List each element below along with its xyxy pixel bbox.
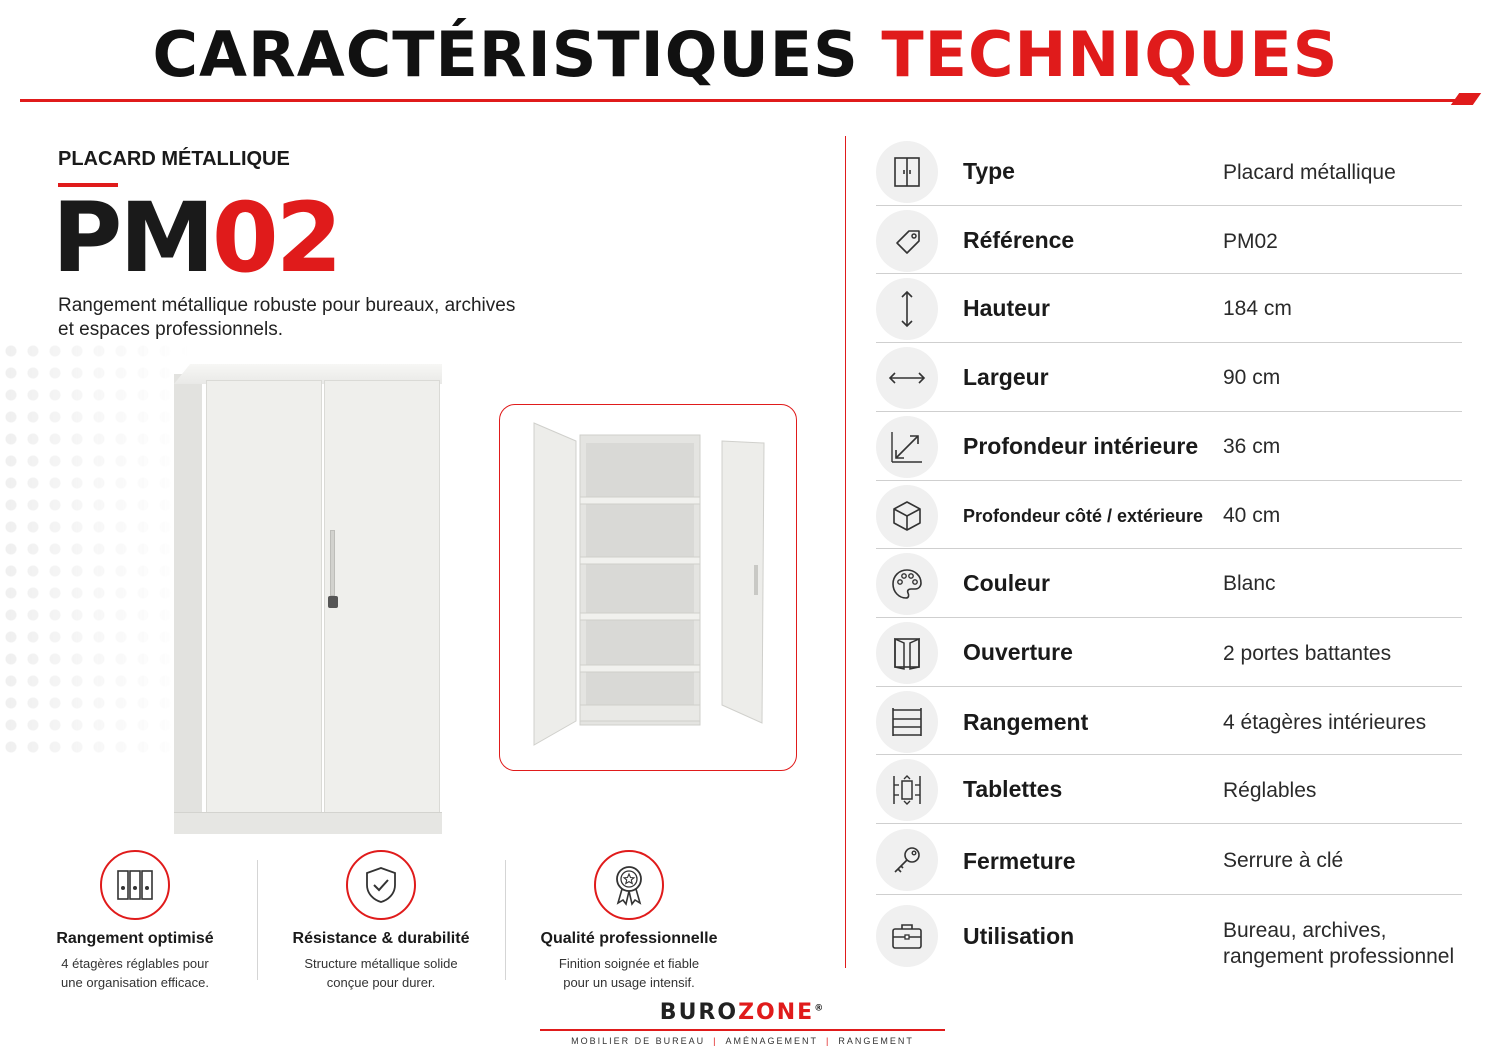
tag-icon (876, 210, 938, 272)
dot-pattern-decoration (0, 340, 190, 760)
cabinet-lock (328, 596, 338, 608)
spec-label: Largeur (963, 364, 1049, 390)
feature-separator (505, 860, 506, 980)
spec-row-storage (876, 687, 1462, 755)
spec-row-reference (876, 206, 1462, 274)
spec-label: Profondeur côté / extérieure (963, 506, 1204, 526)
briefcase-icon (876, 905, 938, 967)
model-code-letters: PM (52, 182, 212, 294)
spec-value: 184 cm (1223, 297, 1292, 320)
spec-row-usage (876, 895, 1462, 975)
spec-label: Tablettes (963, 776, 1063, 802)
feature-durability (266, 850, 496, 992)
binders-icon (100, 850, 170, 920)
spec-label: Hauteur (963, 295, 1050, 321)
spec-row-outer-depth (876, 481, 1462, 549)
spec-value: PM02 (1223, 230, 1278, 253)
spec-value-line2: rangement professionnel (1223, 945, 1455, 968)
brand-logo (540, 1000, 945, 1046)
spec-value-line1: Bureau, archives, (1223, 919, 1387, 942)
spec-value: 40 cm (1223, 504, 1281, 527)
door-icon (876, 622, 938, 684)
column-divider (845, 136, 846, 968)
open-cabinet-image (499, 404, 797, 771)
diagonal-arrow-icon (876, 416, 938, 478)
cabinet-left-door (206, 380, 322, 824)
key-icon (876, 829, 938, 891)
horizontal-arrow-icon (876, 347, 938, 409)
cube-icon (876, 485, 938, 547)
feature-description: Structure métallique solide conçue pour durer. (304, 956, 458, 990)
spec-label: Fermeture (963, 848, 1076, 874)
spec-value: 90 cm (1223, 366, 1281, 389)
spec-row-lock (876, 824, 1462, 895)
product-description: Rangement métallique robuste pour bureaux, archives et espaces professionnels. (58, 295, 516, 340)
spec-row-inner-depth (876, 412, 1462, 481)
award-icon (594, 850, 664, 920)
feature-title: Qualité professionnelle (540, 930, 718, 947)
closed-cabinet-image (174, 364, 442, 834)
spec-label: Profondeur intérieure (963, 433, 1199, 459)
title-underline-tip (1451, 93, 1481, 105)
registered-mark: ® (814, 1003, 826, 1014)
page-title (0, 18, 1491, 91)
cabinet-base (174, 812, 442, 834)
adjust-icon (876, 759, 938, 821)
cabinet-right-door (324, 380, 440, 824)
spec-label: Ouverture (963, 639, 1073, 665)
brand-tagline (540, 1036, 945, 1046)
cabinet-icon (876, 141, 938, 203)
cabinet-handle (330, 530, 335, 596)
spec-row-color (876, 549, 1462, 618)
brand-tag-separator: | (713, 1036, 718, 1046)
spec-value (1223, 918, 1454, 970)
model-code (52, 182, 340, 294)
spec-row-opening (876, 618, 1462, 687)
spec-value: 36 cm (1223, 435, 1281, 458)
feature-title: Rangement optimisé (56, 930, 214, 947)
brand-tag-separator: | (826, 1036, 831, 1046)
shelves-icon (876, 691, 938, 753)
brand-tag-2: AMÉNAGEMENT (725, 1036, 819, 1046)
model-code-number: 02 (211, 182, 340, 294)
feature-quality (514, 850, 744, 992)
spec-label: Référence (963, 227, 1075, 253)
palette-icon (876, 553, 938, 615)
brand-name-part1: BURO (659, 1000, 739, 1025)
title-part-black: CARACTÉRISTIQUES (152, 18, 859, 91)
brand-tag-1: MOBILIER DE BUREAU (571, 1036, 706, 1046)
spec-value: Réglables (1223, 779, 1317, 802)
spec-row-type (876, 138, 1462, 206)
product-category: PLACARD MÉTALLIQUE (58, 148, 290, 170)
brand-name-part2: ZONE (738, 1000, 815, 1025)
feature-title: Résistance & durabilité (292, 930, 470, 947)
feature-storage (20, 850, 250, 992)
spec-value: Serrure à clé (1223, 849, 1344, 872)
shield-check-icon (346, 850, 416, 920)
brand-name (540, 1000, 945, 1025)
feature-separator (257, 860, 258, 980)
spec-row-width (876, 343, 1462, 412)
title-underline (20, 99, 1460, 102)
spec-row-height (876, 274, 1462, 343)
spec-label: Type (963, 158, 1015, 184)
open-cabinet-drawing (500, 405, 798, 772)
brand-tag-3: RANGEMENT (838, 1036, 914, 1046)
spec-label: Utilisation (963, 923, 1075, 949)
spec-value: Blanc (1223, 572, 1276, 595)
spec-value: 4 étagères intérieures (1223, 711, 1427, 734)
spec-label: Couleur (963, 570, 1050, 596)
spec-value: Placard métallique (1223, 161, 1396, 184)
vertical-arrow-icon (876, 278, 938, 340)
spec-value: 2 portes battantes (1223, 642, 1392, 665)
brand-rule (540, 1029, 945, 1031)
feature-description: 4 étagères réglables pour une organisation efficace. (61, 956, 209, 990)
spec-label: Rangement (963, 709, 1089, 735)
feature-description: Finition soignée et fiable pour un usage intensif. (558, 956, 700, 990)
cabinet-side (174, 374, 202, 832)
title-part-red: TECHNIQUES (881, 18, 1339, 91)
spec-row-shelves (876, 755, 1462, 824)
